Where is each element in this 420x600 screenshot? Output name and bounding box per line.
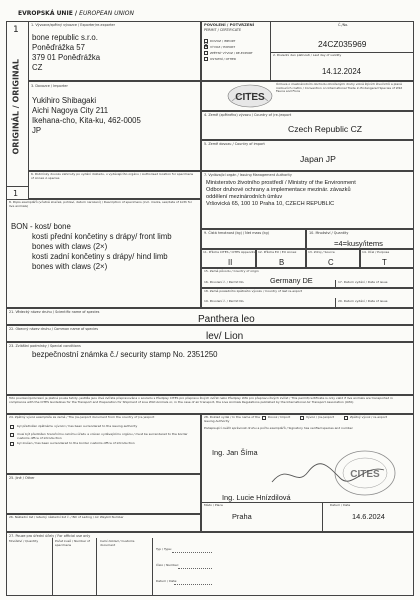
sig-opt-export: Vývoz / (re-)export xyxy=(306,415,335,419)
checkbox-28-reexport[interactable] xyxy=(344,416,348,420)
importer-line-3: Ikehana-cho, Kita-ku, 462-0005 xyxy=(32,116,141,125)
signer-2: Ing. Lucie Hnízdilová xyxy=(222,493,291,502)
bill-of-lading-label: 26. Nákladní list / letecký nákladní list č. / Bill of Lading / Air Waybill Number xyxy=(9,515,124,519)
type-other: OSTATNÍ / OTHER xyxy=(210,56,236,61)
exporter-line-1: bone republic s.r.o. xyxy=(32,33,98,42)
cites-appendix-value: II xyxy=(228,258,233,267)
last-reexport-label: 18. Země posledního zpětného vývozu / Country of last re-export xyxy=(204,289,303,293)
description-line-2: kosti přední končetiny s drápy/ front limb xyxy=(32,232,172,241)
special-conditions-value: bezpečnostní známka č./ security stamp No. 2351250 xyxy=(32,350,218,359)
date-value: 14.6.2024 xyxy=(352,512,385,521)
signature-note: Podepisující ověřil správnost druhu a počtu exemplářů / Signatory has verified species and number xyxy=(204,426,353,430)
cites-logo-text: CITES xyxy=(235,92,265,103)
country-origin-value: Germany DE xyxy=(270,276,313,285)
eu-annex-value: B xyxy=(279,258,285,267)
country-import-label: 5. Země dovozu / Country of import xyxy=(204,142,265,146)
date-issue-label-20: 20. Datum vydání / Date of issue xyxy=(338,299,388,303)
importer-label: 3. Dovozce / Importer xyxy=(31,84,68,88)
country-export-value: Czech Republic CZ xyxy=(288,124,363,134)
source-label: 13. Zdroj / Source xyxy=(308,250,335,254)
authority-line-3: oddělení mezinárodních úmluv xyxy=(206,194,283,200)
table-header-quantity: Množství / Quantity xyxy=(9,539,39,543)
authorised-location-label: 6. Podmínky dovozu zahrnuty po vydání dokladu, u vydávajícího orgánu / Authorised location for specimens of Annex A species xyxy=(31,172,194,180)
checkbox-28-import[interactable] xyxy=(262,416,266,420)
signature-icon xyxy=(268,460,388,490)
signer-1: Ing. Jan Šíma xyxy=(212,448,258,457)
valid-date: 14.12.2024 xyxy=(322,67,362,76)
cites-logo xyxy=(226,83,274,109)
checkbox-other[interactable] xyxy=(204,57,208,61)
purpose-label: 14. Účel / Purpose xyxy=(362,250,390,254)
authority-line-2: Odbor druhové ochrany a implementace mezinár. závazků xyxy=(206,187,351,193)
issuing-authority-label: 7. Vydávající orgán / Issuing Management Authority xyxy=(204,173,292,177)
customs-number-label: Číslo / Number: xyxy=(156,563,180,567)
permit-title-en: PERMIT / CERTIFICATE xyxy=(204,28,242,32)
table-header-specimens: Počet kusů / Number of specimens xyxy=(55,539,90,547)
box-other xyxy=(6,474,201,514)
common-name-value: lev/ Lion xyxy=(206,331,244,342)
purpose-value: T xyxy=(382,258,387,267)
copy-number-bottom: 1 xyxy=(13,189,19,198)
cites-appendix-label: 11. Příloha CITES / CITES Appendix xyxy=(203,250,256,254)
quantity-label: 10. Množství / Quantity xyxy=(309,231,349,235)
eu-header: EVROPSKÁ UNIE / EUROPEAN UNION xyxy=(18,10,135,17)
original-label: ORIGINÁL / ORIGINAL xyxy=(11,59,21,155)
importer-line-4: JP xyxy=(32,126,42,135)
description-line-4: kosti zadní končetiny s drápy/ hind limb xyxy=(32,252,168,261)
transport-text: Toto povolení/potvrzení je platné pouze tehdy, jestliže jsou živé zvířata přepravována v souladu s Předpisy CITES pro přepravu živých zvířat nebo Předpisy IATA pro přepravu živých zvířat / This permit/certificate is only valid if live animals are transported in compliance with the CITES Guidelines for the Transport and Preparation for Shipment of Live Wild Animals or, in the case of air transport, the Live Animals Regulations published by the International Air Transport Association (IATA) xyxy=(9,396,393,404)
union-cs: EVROPSKÁ UNIE xyxy=(18,10,73,17)
type-export: VÝVOZ / EXPORT xyxy=(210,44,236,49)
permit-no-label-19: 19. Povolení č. / Permit No. xyxy=(204,299,245,303)
eu-annex-label: 12. Příloha EU / EU Annex xyxy=(258,250,297,254)
country-origin-label: 15. Země původu / Country of origin xyxy=(204,269,259,273)
reexport-document-label: 24. Zpětný vývoz exempláře ze země / The (re-)export document from the country of (re-)export xyxy=(9,415,155,419)
date-label: Datum / Date xyxy=(330,503,351,507)
net-mass-label: 9. Čistá hmotnost (kg) / Net mass (kg) xyxy=(204,231,269,235)
authority-line-1: Ministerstvo životního prostředí / Ministry of the Environment xyxy=(206,180,356,186)
exporter-label: 1. Vývozce/zpětný vývozce / Exporter/re-exporter xyxy=(31,23,116,27)
signature-authority-label: 28. Doklad vydal / In the name of the Issuing Authority xyxy=(204,415,261,423)
checkbox-24-3[interactable] xyxy=(10,442,14,446)
cites-convention-text: Úmluva o mezinárodním obchodu ohroženými druhy volně žijících živočichů a planě rostoucích rostlin / Convention on International Trade in Endangered Species of Wild Fauna and Flora xyxy=(276,82,403,94)
copy-number: 1 xyxy=(13,25,19,35)
box-importer xyxy=(28,81,201,171)
sig-opt-reexport: Zpětný vývoz / re-export xyxy=(350,415,388,419)
other-label: 25. Jiné / Other xyxy=(9,476,35,480)
checkbox-reexport[interactable] xyxy=(204,51,208,55)
place-value: Praha xyxy=(232,512,252,521)
exporter-line-3: 379 01 Poněďrážka xyxy=(32,53,101,62)
reexport-item-2: musí být předložen hraničnímu celnímu úřadu a vrácen vydávajícímu orgánu / must be surrendered to the border customs office of introduction xyxy=(17,432,188,440)
reexport-item-1: byl předložen zpětnému vývozci / has been surrendered to the issuing authority xyxy=(17,424,138,428)
description-line-1: BON - kost/ bone xyxy=(11,222,71,231)
customs-type-label: Typ / Type: xyxy=(156,547,172,551)
source-value: C xyxy=(328,258,334,267)
importer-line-1: Yukihiro Shibagaki xyxy=(32,96,97,105)
signature-scribble xyxy=(268,460,388,490)
customs-date-label: Datum / Date: xyxy=(156,579,178,583)
cites-logo-icon xyxy=(226,83,274,109)
authority-line-4: Vršovická 65, 100 10 Praha 10, CZECH REPUBLIC xyxy=(206,201,335,207)
place-label: Místo / Place xyxy=(204,503,223,507)
exporter-line-4: CZ xyxy=(32,63,43,72)
country-export-label: 4. Země (zpětného) vývozu / Country of (re-)export xyxy=(204,113,292,117)
scientific-name-label: 21. Vědecký název druhu / Scientific name of species xyxy=(9,310,100,314)
special-conditions-label: 23. Zvláštní podmínky / Special conditions xyxy=(9,344,81,348)
description-line-5: bones with claws (2×) xyxy=(32,262,108,271)
date-issue-label-17: 17. Datum vydání / Date of issue xyxy=(338,280,388,284)
stamp-text: CITES xyxy=(350,469,380,480)
exporter-line-2: Poněďrážka 57 xyxy=(32,43,85,52)
scientific-name-value: Panthera leo xyxy=(198,314,255,325)
sig-opt-import: Dovoz / Import xyxy=(268,415,291,419)
export-check-mark: X xyxy=(203,42,209,50)
table-header-customs: Celní doklad / Customs document xyxy=(100,539,135,547)
permit-no-label-16: 16. Povolení č. / Permit No. xyxy=(204,280,245,284)
permit-number: 24CZ035969 xyxy=(318,39,367,49)
country-import-value: Japan JP xyxy=(300,154,336,164)
union-en: EUROPEAN UNION xyxy=(79,10,135,17)
checkbox-28-export[interactable] xyxy=(300,416,304,420)
reexport-item-3: byl zrušen / has been surrendered to the border customs office of introduction xyxy=(17,441,135,445)
valid-label: 2. Poslední den platnosti / Last day of validity xyxy=(273,53,342,57)
checkbox-24-1[interactable] xyxy=(10,425,14,429)
type-reexport: ZPĚTNÝ VÝVOZ / RE-EXPORT xyxy=(210,50,253,55)
description-label: 8. Popis exemplářů (včetně značek, pohlaví, datum narození) / Description of specimens (incl. marks, sex/date of birth for live animals) xyxy=(9,200,192,208)
type-import: DOVOZ / IMPORT xyxy=(210,38,236,43)
permit-no-label: Č./No. xyxy=(338,23,349,27)
description-line-3: bones with claws (2×) xyxy=(32,242,108,251)
checkbox-24-2[interactable] xyxy=(10,433,14,437)
importer-line-2: Aichi Nagoya City 211 xyxy=(32,106,109,115)
common-name-label: 22. Obecný název druhu / Common name of species xyxy=(9,327,98,331)
official-use-label: 27. Pouze pro úřední účely / For official use only xyxy=(9,534,91,538)
quantity-value: =4=kusy/items xyxy=(334,239,383,248)
permit-title: POVOLENÍ / POTVRZENÍ xyxy=(204,22,255,27)
